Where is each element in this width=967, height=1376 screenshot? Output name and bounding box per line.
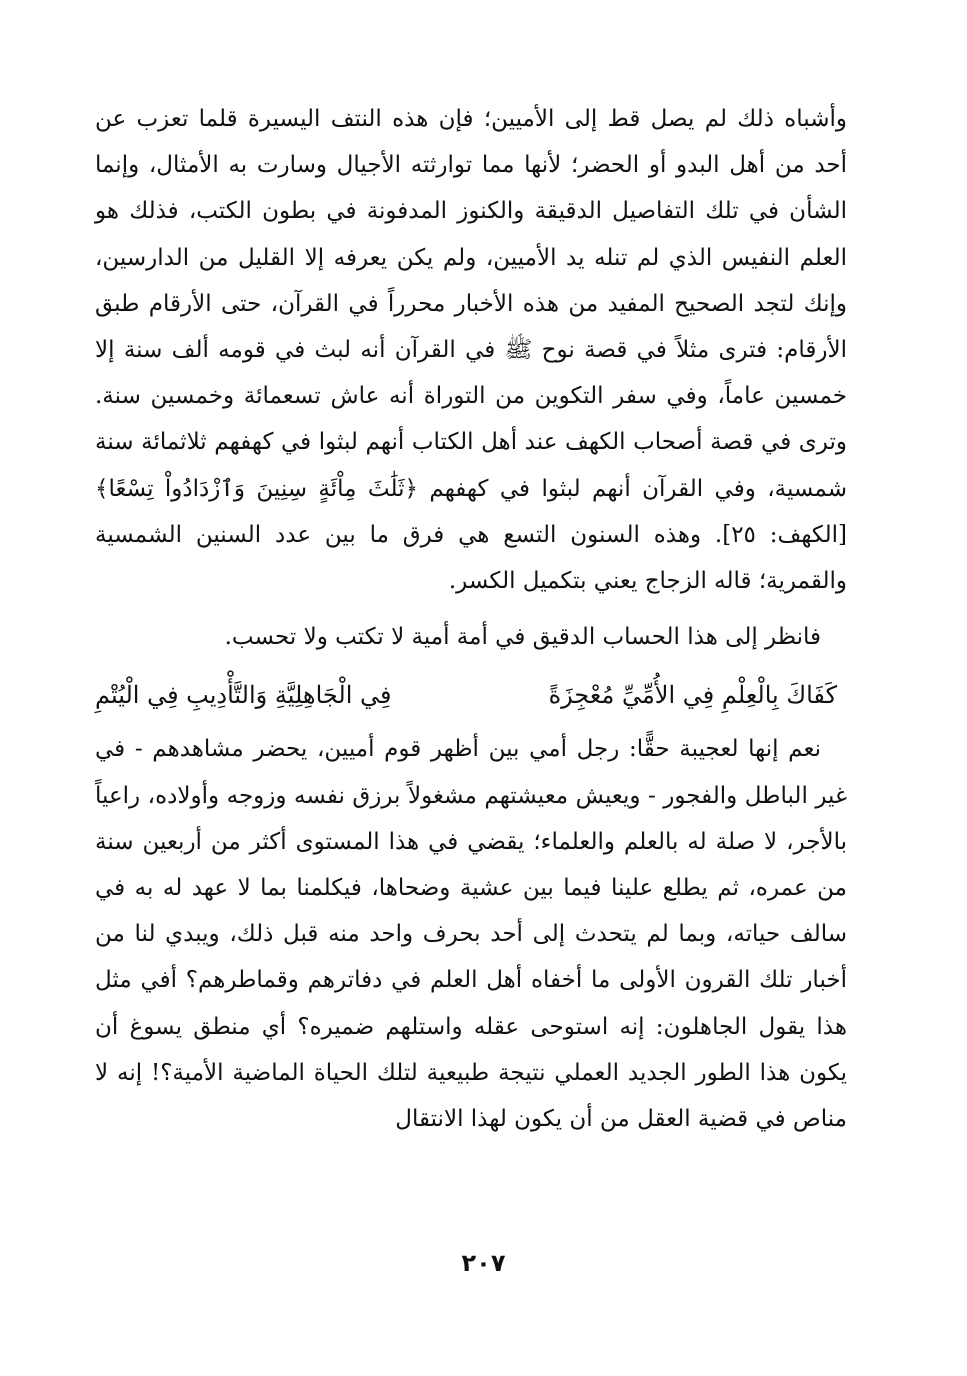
page-body	[95, 96, 847, 1142]
verse-second-hemistich: فِي الْجَاهِلِيَّةِ وَالتَّأْدِيبِ فِي الْيُتْمِ	[95, 681, 392, 710]
page-number: ٢٠٧	[461, 1249, 506, 1277]
paragraph-3: نعم إنها لعجيبة حقًّا: رجل أمي بين أظهر قوم أميين، يحضر مشاهدهم - في غير الباطل والفجور - ويعيش معيشتهم مشغولاً برزق نفسه وزوجه وأولاده، راعياً بالأجر، لا صلة له بالعلم والعلماء؛ يقضي في هذا المستوى أكثر من أربعين سنة من عمره، ثم يطلع علينا فيما بين عشية وضحاها، فيكلمنا بما لا عهد له به في سالف حياته، وبما لم يتحدث إلى أحد بحرف واحد منه قبل ذلك، ويبدي لنا من أخبار تلك القرون الأولى ما أخفاه أهل العلم في دفاترهم وقماطرهم؟ أفي مثل هذا يقول الجاهلون: إنه استوحى عقله واستلهم ضميره؟ أي منطق يسوغ أن يكون هذا الطور الجديد العملي نتيجة طبيعية لتلك الحياة الماضية الأمية؟! إنه لا مناص في قضية العقل من أن يكون لهذا الانتقال	[95, 736, 847, 1133]
paragraph-1: وأشباه ذلك لم يصل قط إلى الأميين؛ فإن هذه النتف اليسيرة قلما تعزب عن أحد من أهل البدو أو الحضر؛ لأنها مما توارثته الأجيال وسارت به الأمثال، وإنما الشأن في تلك التفاصيل الدقيقة والكنوز المدفونة في بطون الكتب، فذلك هو العلم النفيس الذي لم تنله يد الأميين، ولم يكن يعرفه إلا القليل من الدارسين، وإنك لتجد الصحيح المفيد من هذه الأخبار محرراً في القرآن، حتى الأرقام طبق الأرقام: فترى مثلاً في قصة نوح ﷺ في القرآن أنه لبث في قومه ألف سنة إلا خمسين عاماً، وفي سفر التكوين من التوراة أنه عاش تسعمائة وخمسين سنة. وترى في قصة أصحاب الكهف عند أهل الكتاب أنهم لبثوا في كهفهم ثلاثمائة سنة شمسية، وفي القرآن أنهم لبثوا في كهفهم ﴿ثَلَٰثَ مِاْئَةٍ سِنِينَ وَٱزْدَادُواْ تِسْعًا﴾ [الكهف: ٢٥]. وهذه السنون التسع هي فرق ما بين عدد السنين الشمسية والقمرية؛ قاله الزجاج يعني بتكميل الكسر.	[95, 106, 848, 595]
verse-first-hemistich: كَفَاكَ بِالْعِلْمِ فِي الأُمِّيِّ مُعْجِزَةً	[548, 681, 837, 710]
poetry-verse	[95, 672, 847, 718]
paragraph-2: فانظر إلى هذا الحساب الدقيق في أمة أمية لا تكتب ولا تحسب.	[224, 624, 821, 651]
